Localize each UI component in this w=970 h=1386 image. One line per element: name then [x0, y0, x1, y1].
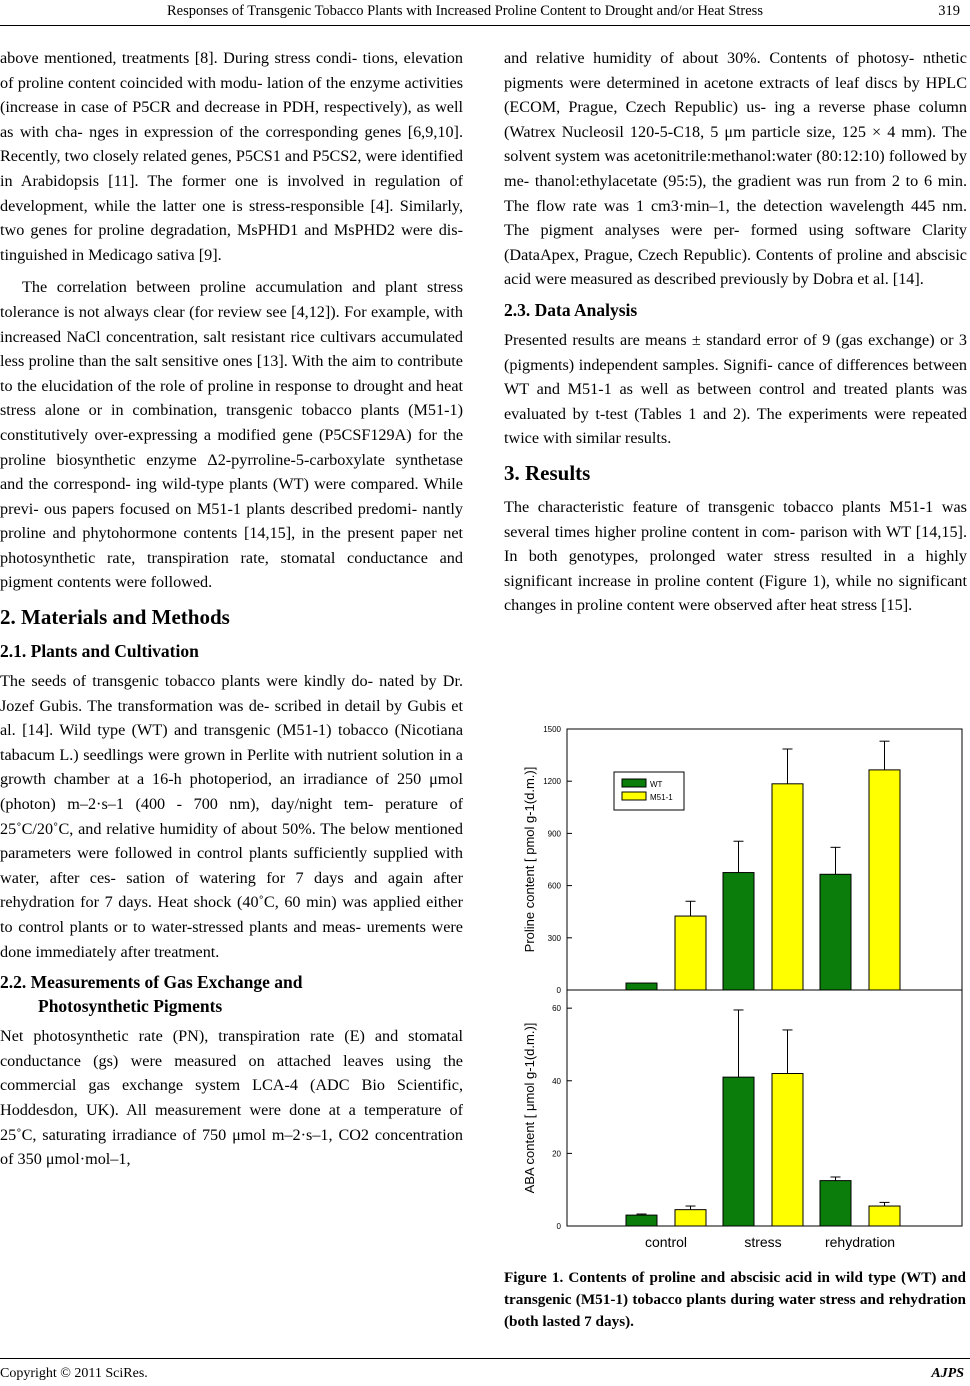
header-rule — [0, 25, 970, 26]
paragraph-plants: The seeds of transgenic tobacco plants were kindly do- nated by Dr. Jozef Gubis. The transformation was de- scribed in detail by Gubis et al. [14]. Wild type (WT) and transgenic (M51-1) tobacco (Nicotiana tabacum L.) seedlings were grown in Perlite with nutrient solution in a growth chamber at a 16-h photoperiod, an irradiance of 250 μmol (photon) m–2·s–1 (400 - 700 nm), day/night tem- perature of 25˚C/20˚C, and relative humidity of about 50%. The below mentioned parameters were followed in control plants sufficiently supplied with water, after ces- sation of watering for 7 days and again after rehydration for 7 days. Heat shock (40˚C, 60 min) was applied either to control plants or to water-stressed plants and meas- urements were done immediately after treatment. — [0, 672, 463, 961]
footer-rule — [0, 1358, 970, 1359]
chart-0-tick-label-600: 600 — [547, 881, 561, 891]
chart-0-bar-WT-rehydration — [820, 874, 851, 990]
paragraph-pigments: and relative humidity of about 30%. Contents of photosy- nthetic pigments were determined in acetone extracts of leaf discs by HPLC (ECOM, Prague, Czech Republic) us- ing a reverse phase column (Watrex Nucleosil 120-5-C18, 5 μm particle size, 125 × 4 mm). The solvent system was acetonitrile:methanol:water (80:12:10) followed by me- thanol:ethylacetate (95:5), the gradient was run from 2 to 6 min. The flow rate was 1 cm3·min–1, the detection wavelength 445 nm. The pigment analyses were per- formed using software Clarity (DataApex, Prague, Czech Republic). Contents of proline and abscisic acid were measured as described previously by Dobra et al. [14]. — [504, 49, 967, 289]
chart-0-bar-M51-1-stress — [772, 784, 803, 990]
heading-gas-exchange — [0, 970, 463, 1018]
figure-caption: Figure 1. Contents of proline and abscisic acid in wild type (WT) and transgenic (M51-1) tobacco plants during water stress and rehydration (both lasted 7 days). — [504, 1269, 966, 1330]
chart-1-bar-WT-stress — [723, 1077, 754, 1226]
heading-results: 3. Results — [504, 460, 591, 485]
chart-1-bar-WT-rehydration — [820, 1181, 851, 1226]
paragraph-gas-exchange: Net photosynthetic rate (PN), transpiration rate (E) and stomatal conductance (gs) were measured on attached leaves using the commercial gas exchange system LCA-4 (ADC Bio Scientific, Hoddesdon, UK). All measurement were done at a temperature of 25˚C, saturating irradiance of 750 μmol m–2·s–1, CO2 concentration of 350 μmol·mol–1, — [0, 1027, 463, 1169]
legend-label-M51-1: M51-1 — [650, 793, 673, 802]
chart-0-y-axis-label: Proline content [ pmol g-1(d.m.)] — [522, 766, 537, 953]
journal-name: AJPS — [931, 1366, 964, 1381]
running-header — [0, 0, 970, 26]
heading-plants-cultivation: 2.1. Plants and Cultivation — [0, 641, 199, 662]
legend-label-WT: WT — [650, 780, 663, 789]
chart-1-tick-label-20: 20 — [552, 1149, 561, 1159]
chart-0-bar-M51-1-rehydration — [869, 770, 900, 990]
chart-1-bar-M51-1-control — [675, 1210, 706, 1226]
chart-1-tick-label-0: 0 — [556, 1222, 561, 1231]
chart-legend-box — [614, 772, 684, 810]
heading-gas-exchange-line2: Photosynthetic Pigments — [38, 996, 223, 1017]
paragraph-results: The characteristic feature of transgenic tobacco plants M51-1 was several times higher proline content in com- parison with WT [14,15]. In both genotypes, prolonged water stress resulted in a highly significant increase in proline content (Figure 1), while no significant changes in proline content were observed after heat stress [15]. — [504, 497, 967, 615]
heading-gas-exchange-line1: 2.2. Measurements of Gas Exchange and — [0, 972, 303, 993]
x-category-label-rehydration: rehydration — [824, 1234, 896, 1250]
chart-0-tick-label-1200: 1200 — [543, 777, 561, 787]
figure-1 — [504, 720, 970, 1260]
chart-1-y-axis-label: ABA content [ μmol g-1(d.m.)] — [522, 1022, 537, 1194]
chart-1-bar-M51-1-rehydration — [869, 1206, 900, 1226]
left-column — [0, 46, 463, 1172]
chart-1-bar-M51-1-stress — [772, 1074, 803, 1226]
chart-1-frame — [567, 990, 962, 1226]
chart-0-bar-WT-control — [626, 983, 657, 990]
chart-0-tick-label-1500: 1500 — [543, 725, 561, 734]
right-column — [504, 46, 967, 618]
chart-1-tick-label-60: 60 — [552, 1004, 561, 1014]
chart-1-bar-WT-control — [626, 1215, 657, 1226]
chart-0-tick-label-900: 900 — [547, 829, 561, 839]
paragraph-correlation: The correlation between proline accumulation and plant stress tolerance is not always clear (for review see [4,12]). For example, with increased NaCl concentration, salt resistant rice cultivars accumulated less proline than the salt sensitive ones [13]. With the aim to contribute to the elucidation of the role of proline in response to drought and heat stress alone or in combination, transgenic tobacco plants (M51-1) constitutively over-expressing a modified gene (P5CSF129A) for the proline biosynthetic enzyme Δ2-pyrroline-5-carboxylate synthetase and the correspond- ing wild-type plants (WT) were compared. While previ- ous papers focused on M51-1 plants described predomi- nantly proline and phytohormone contents [14,15], in the present paper net photosynthetic rate, transpiration rate, stomatal conductance and pigment contents were followed. — [0, 278, 463, 592]
figure-1-chart — [504, 720, 970, 1260]
chart-0-frame — [567, 729, 962, 990]
x-category-label-control: control — [644, 1234, 688, 1250]
copyright: Copyright © 2011 SciRes. — [0, 1366, 148, 1381]
chart-0-bar-M51-1-control — [675, 916, 706, 990]
heading-data-analysis: 2.3. Data Analysis — [504, 299, 638, 320]
chart-0-tick-label-300: 300 — [547, 933, 561, 943]
x-category-label-stress: stress — [744, 1234, 782, 1250]
paragraph-data-analysis: Presented results are means ± standard error of 9 (gas exchange) or 3 (pigments) independent samples. Signifi- cance of differences between WT and M51-1 as well as between control and treated plants was evaluated by t-test (Tables 1 and 2). The experiments were repeated twice with similar results. — [504, 330, 967, 448]
legend-swatch-WT — [622, 779, 646, 787]
legend-swatch-M51-1 — [622, 792, 646, 800]
chart-0-tick-label-0: 0 — [556, 986, 561, 995]
chart-0-bar-WT-stress — [723, 873, 754, 990]
running-title: Responses of Transgenic Tobacco Plants with Increased Proline Content to Drought and/or Heat Stress — [167, 3, 763, 19]
chart-1-tick-label-40: 40 — [552, 1076, 561, 1086]
heading-materials-methods: 2. Materials and Methods — [0, 605, 230, 630]
paragraph-intro-continued: above mentioned, treatments [8]. During stress condi- tions, elevation of proline content coincided with modu- lation of the enzyme activities (increase in case of P5CR and decrease in PDH, respectively), as well as with cha- nges in expression of the corresponding genes [6,9,10]. Recently, two closely related genes, P5CS1 and P5CS2, were identified in Arabidopsis [11]. The former one is involved in regulation of development, while the latter one is stress-responsible [4]. Similarly, two genes for proline degradation, MsPHD1 and MsPHD2 were dis- tinguished in Medicago sativa [9]. — [0, 49, 463, 264]
page-number: 319 — [938, 3, 960, 19]
